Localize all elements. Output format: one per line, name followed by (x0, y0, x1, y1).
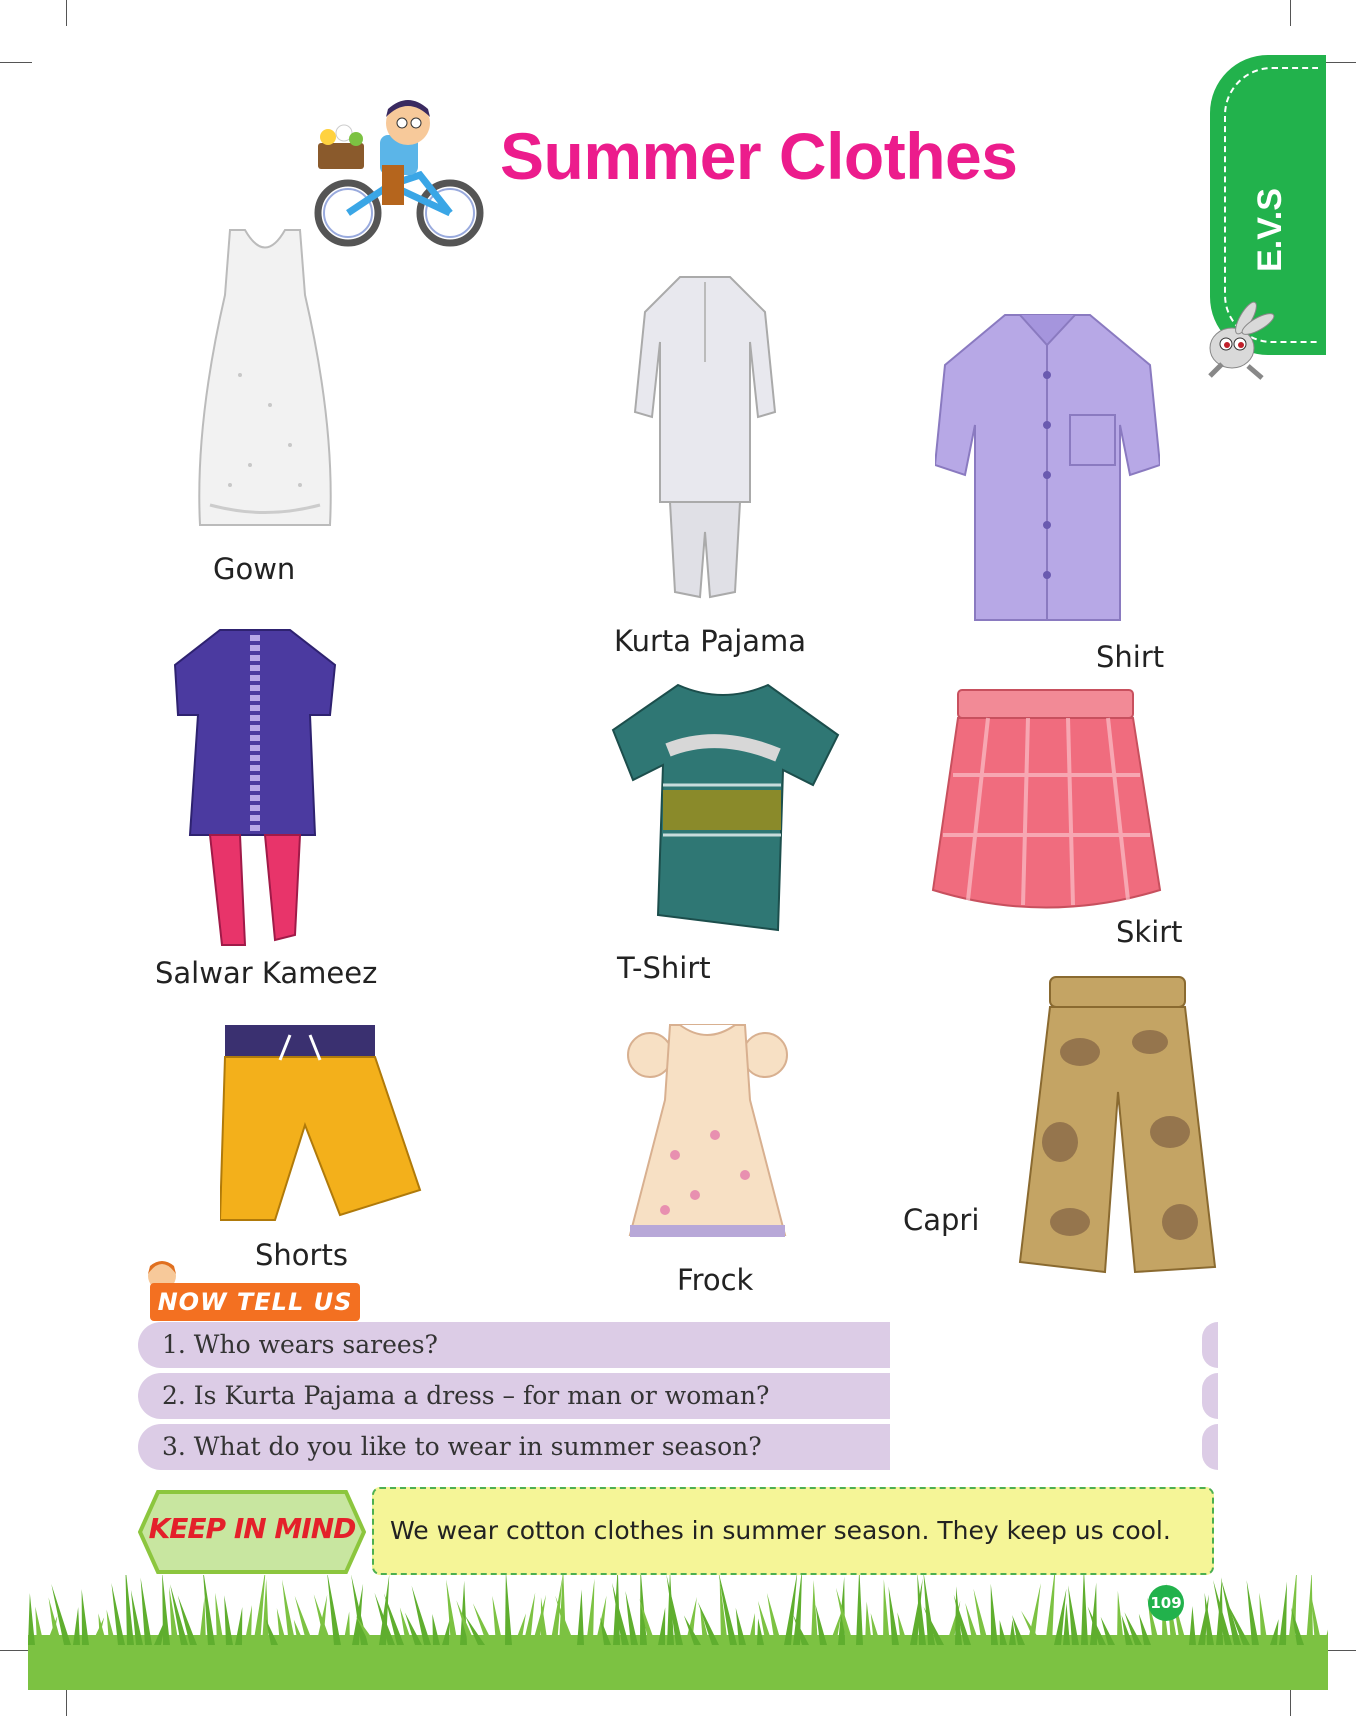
tshirt-icon (608, 675, 843, 940)
crop-mark (1324, 62, 1356, 63)
item-label-kurta-pajama: Kurta Pajama (614, 624, 807, 658)
grass-blade (1081, 1575, 1088, 1645)
grass-blade (343, 1612, 350, 1645)
grass-blade (1045, 1575, 1055, 1645)
grass-blade (856, 1575, 863, 1645)
grass-blade (865, 1602, 872, 1645)
now-tell-us-badge: NOW TELL US (150, 1283, 360, 1321)
item-label-skirt: Skirt (1116, 915, 1183, 949)
crop-mark (66, 1690, 67, 1716)
item-label-frock: Frock (677, 1263, 754, 1297)
crop-mark (1290, 1690, 1291, 1716)
item-label-salwar-kameez: Salwar Kameez (155, 956, 378, 990)
grass-blade (199, 1597, 206, 1645)
grass-blade (244, 1605, 252, 1645)
shorts-icon (220, 1015, 425, 1225)
answer-field-cap (1202, 1322, 1218, 1368)
shirt-icon (935, 305, 1160, 630)
grass-blade (125, 1575, 134, 1645)
item-label-tshirt: T-Shirt (617, 951, 711, 985)
grass-blade (1306, 1575, 1313, 1645)
capri-icon (1010, 972, 1220, 1282)
grass-blade (586, 1579, 594, 1645)
skirt-icon (928, 685, 1163, 920)
grass-blade (505, 1575, 512, 1645)
kurta-pajama-icon (630, 272, 780, 612)
question-row-2: 2. Is Kurta Pajama a dress – for man or woman? (138, 1373, 890, 1419)
answer-field-3[interactable] (890, 1424, 1217, 1470)
item-label-capri: Capri (903, 1203, 980, 1237)
answer-field-cap (1202, 1373, 1218, 1419)
keep-in-mind-note: We wear cotton clothes in summer season. They keep us cool. (372, 1487, 1214, 1575)
answer-field-1[interactable] (890, 1322, 1217, 1368)
grass-blade (748, 1613, 755, 1645)
grass-blade (162, 1575, 170, 1645)
grass-border-icon (28, 1575, 1328, 1690)
question-row-3: 3. What do you like to wear in summer season? (138, 1424, 890, 1470)
item-label-shorts: Shorts (255, 1238, 348, 1272)
subject-tab-label: E.V.S (1250, 188, 1289, 272)
grass-blade (658, 1607, 665, 1645)
answer-field-cap (1202, 1424, 1218, 1470)
item-label-shirt: Shirt (1096, 640, 1165, 674)
grass-blade (577, 1589, 584, 1645)
grass-blade (442, 1620, 450, 1645)
keep-in-mind-label: KEEP IN MIND (148, 1512, 356, 1545)
grass-blade (327, 1575, 341, 1645)
crop-mark (1324, 1650, 1356, 1651)
salwar-kameez-icon (170, 625, 340, 950)
grass-blade (141, 1577, 152, 1645)
grass-blade (1189, 1606, 1196, 1645)
grass-blade (1279, 1581, 1287, 1645)
answer-field-2[interactable] (890, 1373, 1217, 1419)
page-number: 109 (1148, 1585, 1184, 1621)
grass-blade (82, 1589, 89, 1645)
grass-blade (1117, 1591, 1124, 1645)
rabbit-mascot-icon (1196, 298, 1276, 388)
keep-in-mind-badge (138, 1484, 366, 1580)
crop-mark (0, 62, 32, 63)
grass-blade (235, 1607, 242, 1645)
question-row-1: 1. Who wears sarees? (138, 1322, 890, 1368)
crop-mark (66, 0, 67, 26)
frock-icon (625, 1015, 790, 1250)
grass-blade (28, 1593, 35, 1645)
crop-mark (1290, 0, 1291, 26)
gown-icon (190, 225, 340, 545)
grass-blade (73, 1607, 80, 1645)
page-title: Summer Clothes (500, 119, 1018, 193)
item-label-gown: Gown (213, 552, 296, 586)
